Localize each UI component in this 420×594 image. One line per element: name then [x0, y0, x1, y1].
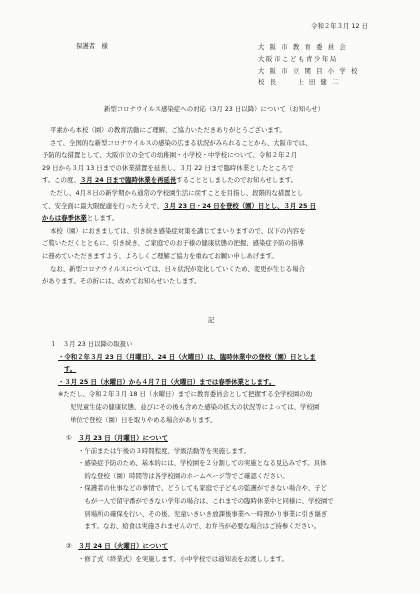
sender-block [258, 42, 359, 89]
section-heading: １ ３月 23 日以降の取扱い [50, 340, 133, 348]
subsection-2 [66, 540, 288, 565]
sender-line: 大 阪 市 立 関 目 小 学 校 [258, 66, 359, 75]
paragraph-line: ただし、4月８日の新学期から通常の学校園生活に戻すことを目指し、段階的な措置とし [50, 188, 304, 197]
text-segment: することとしましたのでお知らせします。 [176, 176, 297, 185]
emphasis-text: ３月 23 日（月曜日）について [78, 434, 169, 442]
emphasis-text: からは春季休業 [42, 214, 87, 223]
sender-line: 大 阪 市 教 育 委 員 会 [258, 43, 348, 51]
list-item: もが一人で留守番ができない学年の場合は、これまでの臨時休業中と同様に、学校園で [78, 496, 334, 505]
list-item: ます。なお、給食は実施されませんので、お弁当が必要な場合はご持参ください。 [78, 522, 321, 531]
note-line: 児児童生徒の健康状態、並びにその後も含めた感染の拡大の状況等によっては、学校園 [70, 402, 320, 411]
document-date: 令和２年３月 12 日 [311, 22, 368, 30]
sender-line: 校 長 上 田 健 二 [258, 78, 341, 87]
paragraph-greeting: 平素から本校（園）の教育活動にご理解、ご協力いただきありがとうございます。 [50, 126, 286, 134]
paragraph-line: 29 日から３月 13 日までの休業措置を延長し、３月 22 日まで臨時休業としたところで [42, 163, 294, 172]
list-item: ・保護者の仕事などの事情で、どうしても家庭で子どもの監護ができない場合や、子ど [78, 484, 327, 493]
paragraph-line [42, 200, 397, 213]
emphasis-text: ・３月 25 日（水曜日）から４月７日（火曜日）までは春季休業とします。 [58, 377, 276, 386]
ki-heading: 記 [208, 316, 215, 324]
section-1 [50, 338, 319, 426]
paragraph-line: があります。その折には、改めてお知らせいたします。 [42, 277, 201, 286]
bullet-item [50, 376, 319, 389]
bullet-item-cont: す。 [64, 365, 77, 374]
emphasis-text: ３月 24 日（火曜日）について [78, 542, 169, 550]
text-segment: す。この度、 [42, 176, 80, 185]
note-line: ※ただし、令和２年３月 18 日（水曜日）までに教育委員会として把握する全学校園の幼 [58, 390, 313, 399]
text-segment: とします。 [86, 214, 119, 223]
subsection-heading [66, 432, 334, 445]
document-title: 新型コロナウイルス感染症への対応（3月 23 日以降）について（お知らせ） [104, 105, 325, 113]
sender-line: 大阪市こども青少年局 [258, 54, 338, 63]
paragraph-line: ご覧いただくとともに、引き続き、ご家庭でのお子様の健康状態の把握、感染症予防の指導 [42, 239, 304, 248]
list-item: 居場所の確保を行い、その後、児童いきいき放課後事業へ一時預かり事業に引き継ぎ [78, 509, 328, 518]
circled-number: ② [66, 542, 72, 550]
body-text [42, 124, 397, 288]
text-segment: て、安全面に最大限配慮を行ったうえで、 [42, 201, 164, 210]
paragraph-line: さて、全国的な新型コロナウイルスの感染の広まる状況がみられることから、大阪市では、 [50, 138, 312, 147]
emphasis-text: ３月 24 日まで臨時休業を再延長 [79, 176, 177, 185]
list-item: ・感染症予防のため、基本的には、学校園を２分割しての実施となる見込みです。具体 [78, 459, 327, 468]
list-item: ・午前または午後の３時間程度、学級活動等を実施します。 [78, 446, 251, 455]
paragraph-line: 本校（園）におきましては、引き続き感染症対策を講じてまいりますので、以下の内容を [50, 226, 306, 235]
paragraph-line: 予防的な措置として、大阪市立の全ての幼稚園・小学校・中学校について、令和２年２月 [42, 151, 298, 160]
note-line: 単位で登校（園）日を取りやめる場合があります。 [70, 415, 217, 424]
list-item: 的な登校（園）時間等は各学校園のホームページ等でご確認ください。 [78, 471, 289, 480]
paragraph-line [42, 212, 397, 225]
paragraph-line: なお、新型コロナウイルスについては、日々状況が変化していくため、変更が生じる場合 [50, 264, 305, 273]
circled-number: ① [66, 434, 72, 442]
list-item: ・修了式（終業式）を実施します。小中学校では通知表をお渡しします。 [78, 554, 288, 563]
subsection-1 [66, 432, 334, 533]
emphasis-text: ３月 23 日・24 日を登校（園）日とし、３月 25 日 [163, 201, 317, 210]
subsection-heading [66, 540, 288, 553]
recipient: 保護者 様 [76, 42, 108, 50]
paragraph-line [42, 174, 397, 187]
paragraph-line: に務めていただきますよう、よろしくご理解ご協力を重ねてお願い申しあげます。 [42, 251, 278, 260]
bullet-item: ・令和２年３月 23 日（月曜日）、24 日（火曜日）は、臨時休業中の登校（園）日としま [58, 352, 316, 361]
